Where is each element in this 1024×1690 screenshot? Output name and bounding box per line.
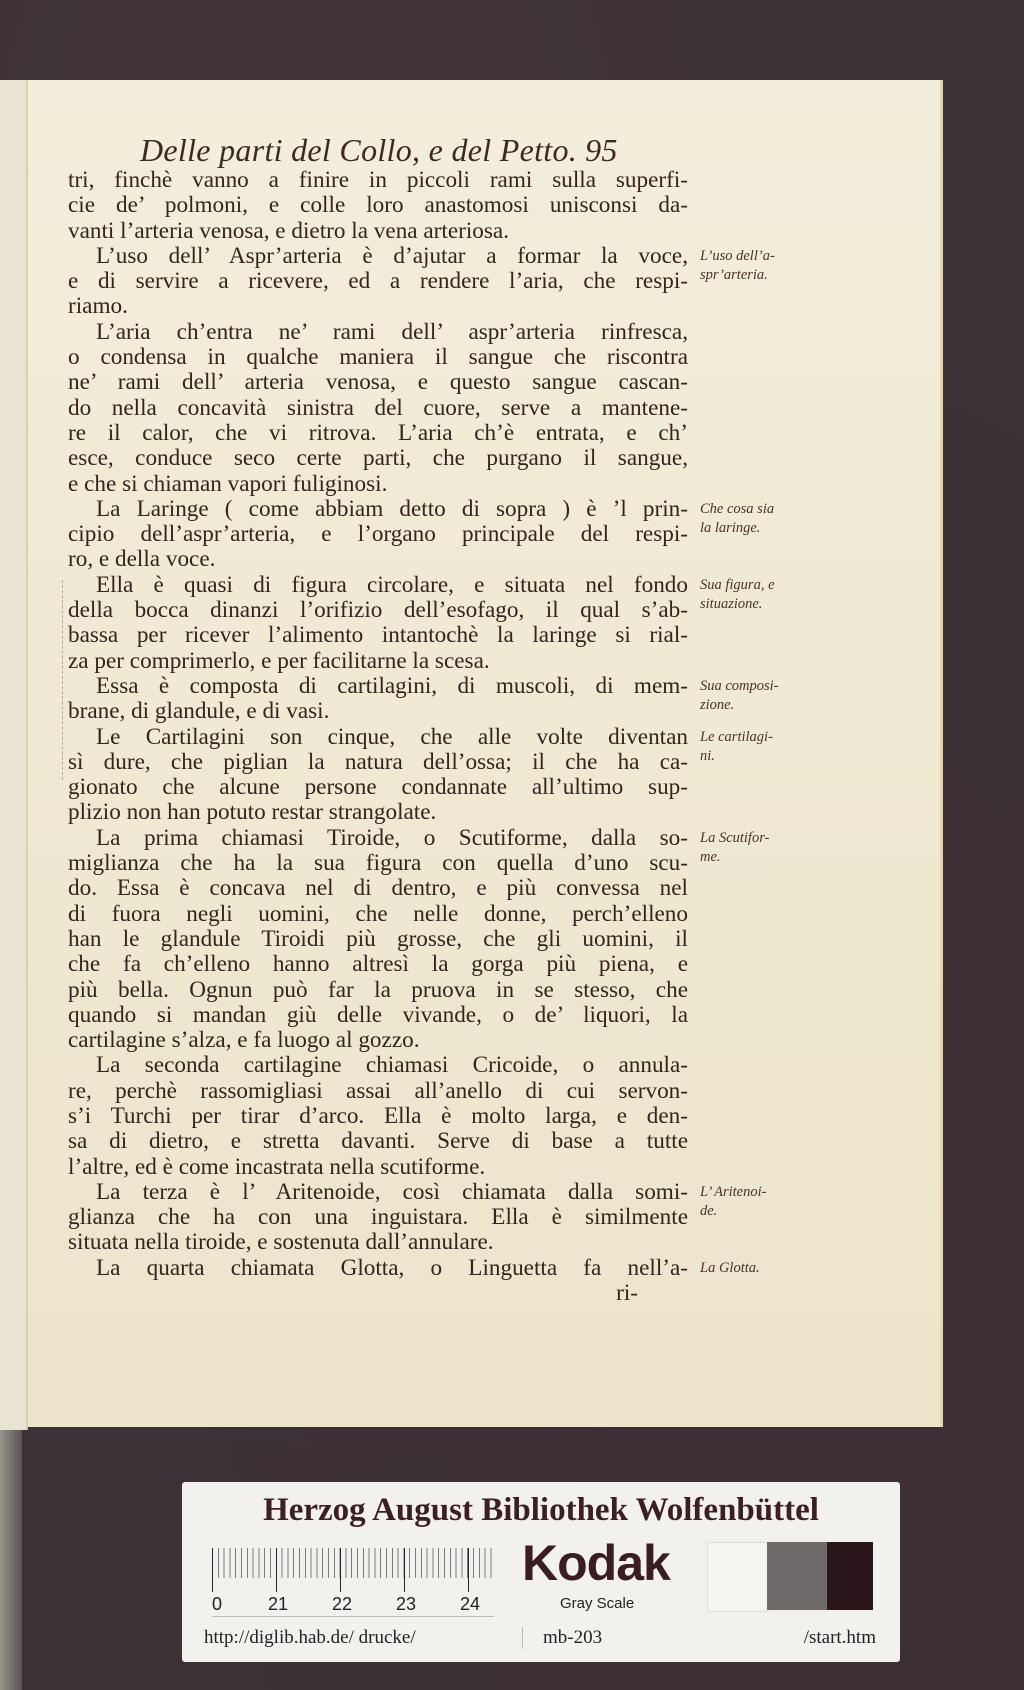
text-line: La quarta chiamata Glotta, o Linguetta fa nell’a- (96, 1254, 688, 1281)
text-line: e di servire a ricevere, ed a rendere l’aria, che respi- (68, 268, 688, 295)
running-head (140, 132, 660, 169)
shelfmark: mb-203 (522, 1627, 602, 1649)
gray-patch (767, 1542, 827, 1610)
source-url: http://diglib.hab.de/ drucke/ (204, 1627, 416, 1648)
margin-note (700, 1183, 766, 1221)
text-line: quando si mandan giù delle vivande, o de’ liquori, la (68, 1001, 688, 1028)
text-line: cartilagine s’alza, e fa luogo al gozzo. (68, 1027, 420, 1054)
margin-note (700, 1259, 760, 1278)
text-line: L’aria ch’entra ne’ rami dell’ aspr’arteria rinfresca, (96, 318, 688, 345)
ruler-label: 21 (268, 1594, 289, 1614)
text-line: che fa ch’elleno hanno altresì la gorga più piena, e (68, 951, 688, 978)
margin-note-line: La Scutifor- (700, 829, 770, 846)
text-line: do nella concavità sinistra del cuore, serve a mantene- (68, 394, 688, 421)
margin-note-line: La Glotta. (700, 1259, 760, 1276)
text-line: di fuora negli uomini, che nelle donne, perch’elleno (68, 900, 688, 927)
page-number: 95 (585, 132, 618, 168)
text-line: sa di dietro, e stretta davanti. Serve di base a tutte (68, 1128, 688, 1155)
text-line: ri- (616, 1280, 638, 1307)
margin-note-line: Le cartilagi- (700, 728, 773, 745)
text-line: do. Essa è concava nel di dentro, e più convessa nel (68, 875, 688, 902)
margin-note-line: me. (700, 848, 721, 865)
text-line: glianza che ha con una inguistara. Ella è similmente (68, 1204, 688, 1231)
margin-note-line: Sua figura, e (700, 576, 775, 593)
margin-note-line: Sua composi- (700, 678, 779, 694)
body-text (68, 168, 688, 1306)
kodak-logo: Kodak (522, 1535, 670, 1591)
text-line: più bella. Ognun può far la pruova in se stesso, che (68, 976, 688, 1003)
start-page: /start.htm (803, 1627, 876, 1648)
text-line: Ella è quasi di figura circolare, e situata nel fondo (96, 571, 688, 598)
margin-note-line: zione. (700, 697, 735, 713)
margin-note-line: la laringe. (700, 519, 761, 536)
text-line: cipio dell’aspr’arteria, e l’organo principale del respi- (68, 521, 688, 548)
text-line: re, perchè rassomigliasi assai all’anello di cui servon- (68, 1077, 688, 1104)
black-patch (827, 1542, 873, 1610)
text-line: re il calor, che vi ritrova. L’aria ch’è entrata, e ch’ (68, 419, 688, 446)
text-line: La seconda cartilagine chiamasi Cricoide, o annula- (96, 1052, 688, 1079)
text-line: Le Cartilagini son cinque, che alle volte diventan (96, 723, 688, 750)
text-line: La Laringe ( come abbiam detto di sopra ) è ’l prin- (96, 495, 688, 522)
color-target-card (182, 1482, 900, 1662)
ruler-label: 0 (212, 1594, 223, 1614)
text-line: miglianza che ha la sua figura con quella d’uno scu- (68, 850, 688, 877)
text-line: L’uso dell’ Aspr’arteria è d’ajutar a formar la voce, (96, 242, 688, 269)
facing-page-edge (0, 80, 28, 1430)
text-line: tri, finchè vanno a finire in piccoli rami sulla superfi- (68, 167, 688, 193)
text-line: gionato che alcune persone condannate all’ultimo sup- (68, 774, 688, 801)
library-name: Herzog August Bibliothek Wolfenbüttel (263, 1492, 819, 1528)
margin-note-line: spr’arteria. (700, 266, 768, 283)
text-line: l’altre, ed è come incastrata nella scutiforme. (68, 1153, 486, 1180)
text-line: bassa per ricever l’alimento intantochè la laringe si rial- (68, 622, 688, 649)
margin-note (700, 247, 775, 285)
text-line: ro, e della voce. (68, 546, 216, 573)
text-line: esce, conduce seco certe parti, che purgano il sangue, (68, 445, 688, 472)
margin-note (700, 728, 773, 766)
margin-note (700, 677, 779, 715)
text-line: sì dure, che piglian la natura dell’ossa; il che ha ca- (68, 748, 688, 775)
margin-note-line: L’ Aritenoi- (700, 1184, 767, 1200)
text-line: riamo. (68, 293, 128, 320)
margin-note (700, 829, 769, 867)
running-head-title: Delle parti del Collo, e del Petto. (140, 132, 578, 168)
margin-note-line: ni. (700, 747, 715, 764)
gray-scale-label: Gray Scale (560, 1595, 635, 1612)
ruler-label: 22 (332, 1594, 353, 1614)
text-line: han le glandule Tiroidi più grosse, che gli uomini, il (68, 925, 688, 952)
text-line: ne’ rami dell’ arteria venosa, e questo sangue cascan- (68, 369, 688, 396)
text-line: plizio non han potuto restar strangolate. (68, 799, 437, 826)
ruler-label: 24 (460, 1594, 481, 1614)
ruler (212, 1548, 494, 1617)
margin-note-line: de. (700, 1203, 718, 1219)
text-line: della bocca dinanzi l’orifizio dell’esofago, il qual s’ab- (68, 597, 688, 624)
ruler-label: 23 (396, 1594, 417, 1614)
text-line: vanti l’arteria venosa, e dietro la vena arteriosa. (68, 217, 509, 244)
text-line: o condensa in qualche maniera il sangue che riscontra (68, 344, 688, 371)
book-edge-shadow (0, 1430, 22, 1690)
ruler-ticks (212, 1548, 494, 1578)
text-line: e che si chiaman vapori fuliginosi. (68, 470, 388, 497)
binding-stitch-marks (62, 580, 64, 780)
text-line: za per comprimerlo, e per facilitarne la scesa. (68, 647, 490, 674)
margin-note (700, 500, 774, 538)
text-line: La terza è l’ Aritenoide, così chiamata dalla somi- (96, 1178, 688, 1205)
text-line: La prima chiamasi Tiroide, o Scutiforme, dalla so- (96, 824, 688, 851)
margin-note (700, 576, 775, 614)
margin-note-line: L’uso dell’a- (700, 247, 775, 264)
margin-note-line: Che cosa sia (700, 500, 775, 517)
margin-note-line: situazione. (700, 595, 763, 612)
text-line: brane, di glandule, e di vasi. (68, 698, 330, 725)
white-patch (707, 1542, 769, 1612)
text-line: s’i Turchi per tirar d’arco. Ella è molto larga, e den- (68, 1102, 688, 1129)
text-line: cie de’ polmoni, e colle loro anastomosi unisconsi da- (68, 192, 688, 219)
text-line: situata nella tiroide, e sostenuta dall’annulare. (68, 1229, 494, 1256)
text-line: Essa è composta di cartilagini, di muscoli, di mem- (96, 672, 688, 699)
